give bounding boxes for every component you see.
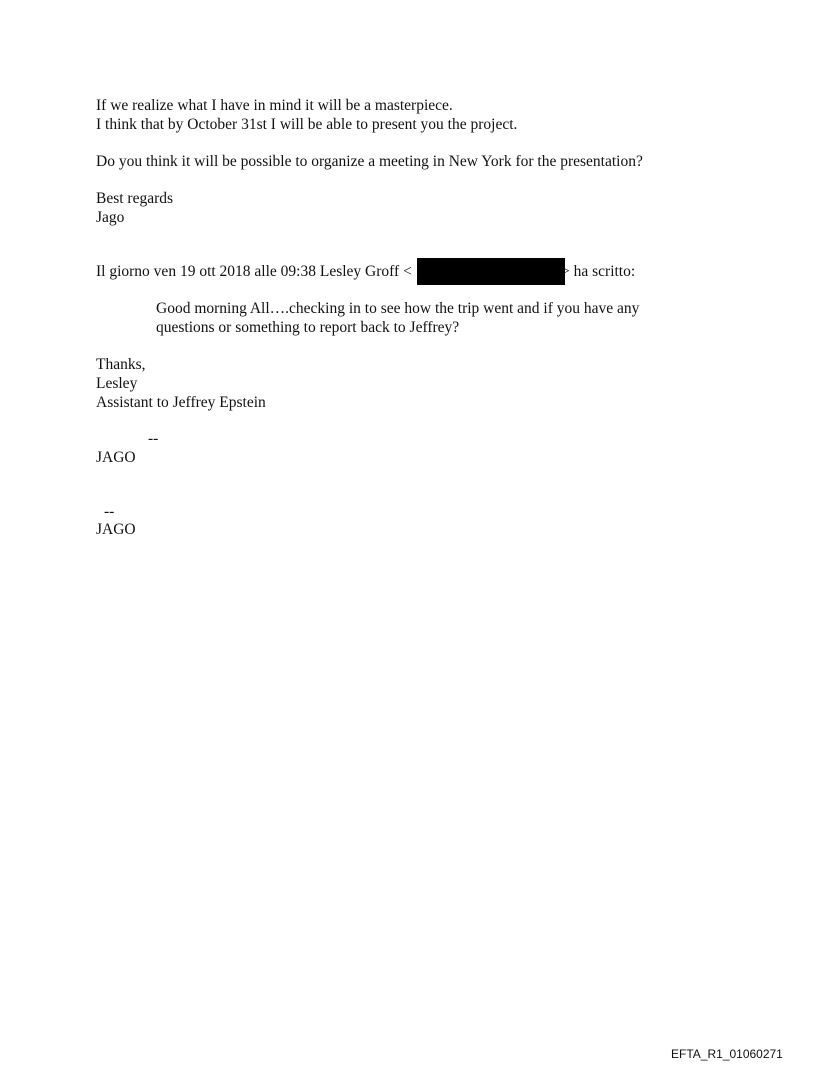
- sig-name-2: JAGO: [96, 521, 136, 538]
- body-question: Do you think it will be possible to organize a meeting in New York for the presentation?: [96, 153, 643, 170]
- signature-name: Jago: [96, 209, 125, 226]
- sig-dashes-2: --: [104, 503, 115, 520]
- quoted-thanks: Thanks,: [96, 356, 146, 373]
- closing: Best regards: [96, 190, 174, 207]
- quoted-name: Lesley: [96, 375, 138, 392]
- quote-header: [96, 262, 412, 281]
- document-id: EFTA_R1_01060271: [671, 1047, 783, 1061]
- body-line-2: I think that by October 31st I will be able to present you the project.: [96, 116, 518, 133]
- sig-dashes-1: --: [148, 430, 159, 447]
- sig-name-1: JAGO: [96, 449, 136, 466]
- quoted-line-1: Good morning All….checking in to see how the trip went and if you have any: [156, 300, 640, 317]
- redaction-block: [417, 258, 565, 285]
- quoted-line-2: questions or something to report back to Jeffrey?: [156, 319, 460, 336]
- quote-header-prefix: Il giorno ven 19 ott 2018 alle 09:38 Lesley Groff <: [96, 263, 412, 280]
- body-line-1: If we realize what I have in mind it will be a masterpiece.: [96, 97, 453, 114]
- quoted-title: Assistant to Jeffrey Epstein: [96, 394, 266, 411]
- quote-header-suffix: > ha scritto:: [561, 263, 636, 280]
